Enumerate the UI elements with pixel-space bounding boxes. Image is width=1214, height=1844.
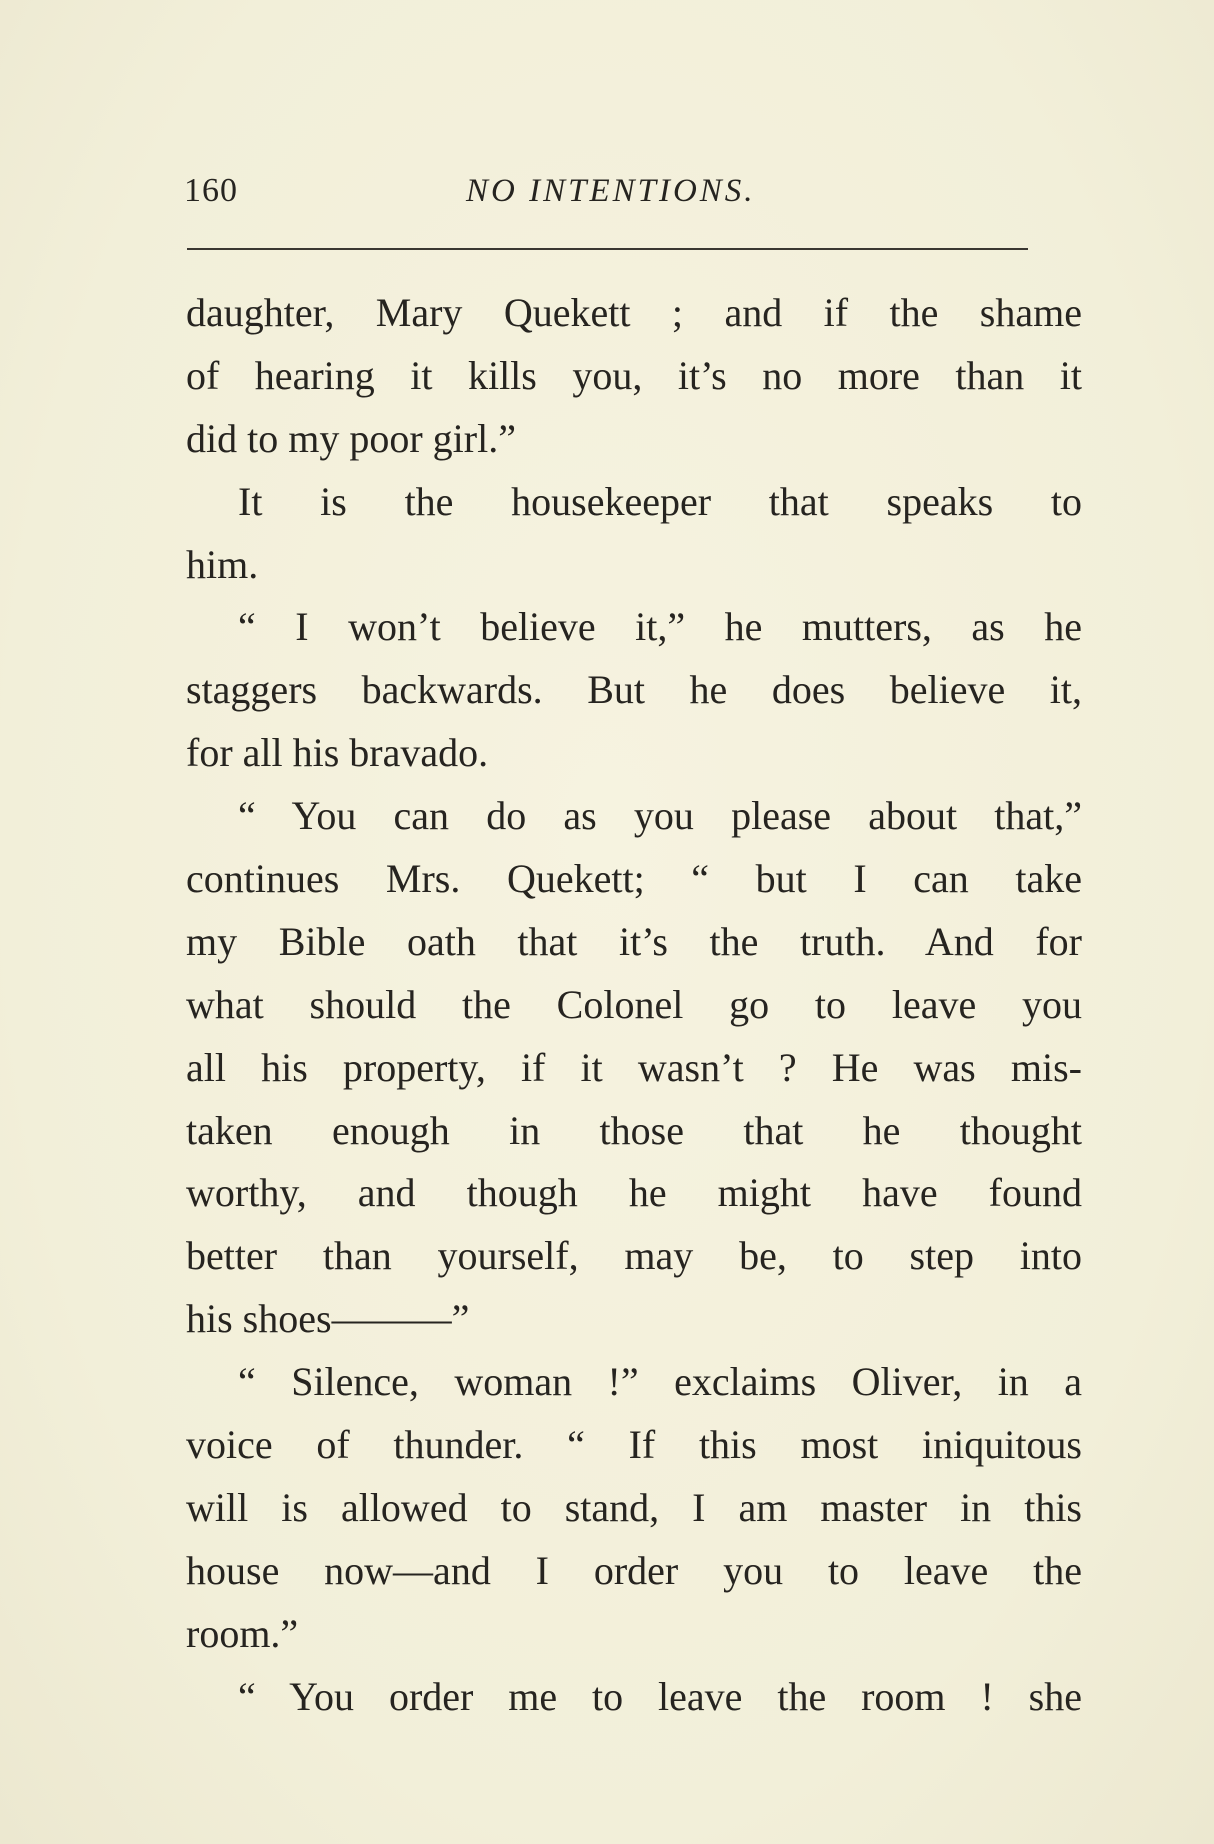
text-line: continues Mrs. Quekett; “ but I can take: [186, 856, 1082, 902]
text-line: of hearing it kills you, it’s no more than it: [186, 352, 1082, 398]
text-line: staggers backwards. But he does believe it,: [186, 667, 1082, 713]
text-line: did to my poor girl.”: [186, 415, 516, 461]
text-line: taken enough in those that he thought: [186, 1107, 1082, 1153]
page-header: [184, 166, 1030, 216]
text-line: his shoes———”: [186, 1296, 470, 1342]
text-line: It is the housekeeper that speaks to: [238, 478, 1082, 524]
text-line: voice of thunder. “ If this most iniquitous: [186, 1422, 1082, 1468]
text-line: “ You can do as you please about that,”: [238, 793, 1082, 839]
text-line: him.: [186, 541, 259, 587]
running-head: NO INTENTIONS.: [466, 173, 756, 209]
page-number: 160: [184, 172, 238, 209]
text-line: what should the Colonel go to leave you: [186, 981, 1082, 1027]
text-line: better than yourself, may be, to step into: [186, 1233, 1082, 1279]
text-line: “ Silence, woman !” exclaims Oliver, in a: [238, 1359, 1082, 1405]
text-line: daughter, Mary Quekett ; and if the shame: [186, 290, 1082, 335]
header-rule: [187, 248, 1028, 250]
text-line: will is allowed to stand, I am master in this: [186, 1484, 1082, 1530]
text-line: room.”: [186, 1610, 299, 1656]
text-line: “ I won’t believe it,” he mutters, as he: [238, 604, 1082, 650]
text-line: for all his bravado.: [186, 730, 489, 776]
body-text: [186, 282, 1082, 1728]
text-line: all his property, if it wasn’t ? He was mis-: [186, 1044, 1082, 1090]
text-line: worthy, and though he might have found: [186, 1170, 1082, 1216]
text-line: “ You order me to leave the room ! she: [238, 1673, 1082, 1719]
text-line: my Bible oath that it’s the truth. And for: [186, 918, 1082, 964]
text-line: house now—and I order you to leave the: [186, 1547, 1082, 1593]
